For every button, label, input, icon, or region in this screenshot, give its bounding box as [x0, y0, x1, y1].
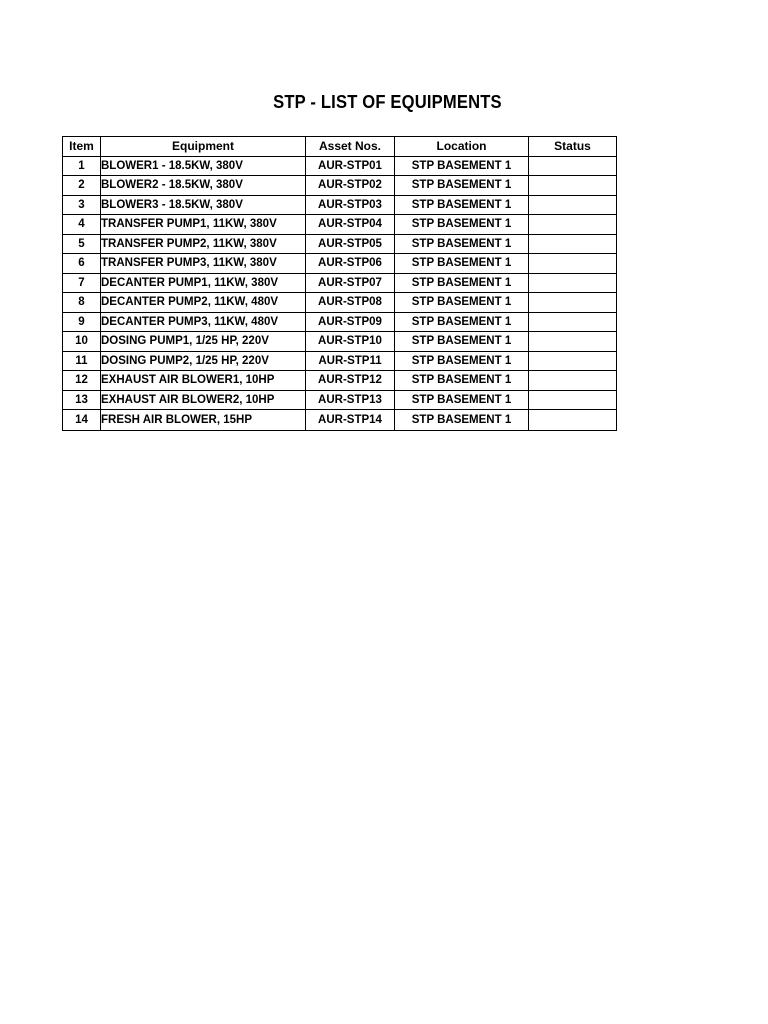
table-row — [63, 390, 617, 410]
cell-location: STP BASEMENT 1 — [395, 234, 529, 254]
table-header-row — [63, 137, 617, 157]
cell-item: 11 — [63, 351, 101, 371]
cell-asset: AUR-STP03 — [306, 195, 395, 215]
cell-asset: AUR-STP14 — [306, 410, 395, 431]
page-title: STP - LIST OF EQUIPMENTS — [273, 92, 502, 112]
cell-location: STP BASEMENT 1 — [395, 156, 529, 176]
table-row — [63, 273, 617, 293]
table-row — [63, 176, 617, 196]
cell-status — [529, 234, 617, 254]
cell-asset: AUR-STP07 — [306, 273, 395, 293]
cell-equipment: EXHAUST AIR BLOWER1, 10HP — [101, 371, 306, 391]
cell-item: 14 — [63, 410, 101, 431]
cell-equipment: DOSING PUMP2, 1/25 HP, 220V — [101, 351, 306, 371]
cell-asset: AUR-STP05 — [306, 234, 395, 254]
cell-location: STP BASEMENT 1 — [395, 293, 529, 313]
cell-location: STP BASEMENT 1 — [395, 254, 529, 274]
table-row — [63, 312, 617, 332]
column-header-equipment: Equipment — [101, 137, 306, 157]
cell-asset: AUR-STP13 — [306, 390, 395, 410]
cell-location: STP BASEMENT 1 — [395, 410, 529, 431]
cell-asset: AUR-STP10 — [306, 332, 395, 352]
cell-equipment: DECANTER PUMP2, 11KW, 480V — [101, 293, 306, 313]
table-row — [63, 156, 617, 176]
cell-asset: AUR-STP04 — [306, 215, 395, 235]
cell-status — [529, 390, 617, 410]
cell-status — [529, 195, 617, 215]
cell-item: 2 — [63, 176, 101, 196]
cell-status — [529, 215, 617, 235]
cell-asset: AUR-STP08 — [306, 293, 395, 313]
cell-equipment: DECANTER PUMP1, 11KW, 380V — [101, 273, 306, 293]
table-row — [63, 351, 617, 371]
cell-location: STP BASEMENT 1 — [395, 176, 529, 196]
cell-item: 9 — [63, 312, 101, 332]
cell-location: STP BASEMENT 1 — [395, 312, 529, 332]
column-header-asset: Asset Nos. — [306, 137, 395, 157]
table-row — [63, 293, 617, 313]
column-header-location: Location — [395, 137, 529, 157]
cell-location: STP BASEMENT 1 — [395, 332, 529, 352]
cell-location: STP BASEMENT 1 — [395, 195, 529, 215]
cell-item: 3 — [63, 195, 101, 215]
cell-item: 7 — [63, 273, 101, 293]
equipment-table — [62, 136, 617, 431]
cell-location: STP BASEMENT 1 — [395, 273, 529, 293]
cell-equipment: BLOWER1 - 18.5KW, 380V — [101, 156, 306, 176]
cell-asset: AUR-STP01 — [306, 156, 395, 176]
cell-location: STP BASEMENT 1 — [395, 371, 529, 391]
cell-status — [529, 254, 617, 274]
cell-equipment: BLOWER2 - 18.5KW, 380V — [101, 176, 306, 196]
cell-item: 13 — [63, 390, 101, 410]
cell-status — [529, 312, 617, 332]
cell-item: 5 — [63, 234, 101, 254]
table-row — [63, 215, 617, 235]
cell-equipment: TRANSFER PUMP3, 11KW, 380V — [101, 254, 306, 274]
table-row — [63, 234, 617, 254]
table-row — [63, 410, 617, 431]
cell-item: 8 — [63, 293, 101, 313]
table-row — [63, 195, 617, 215]
cell-equipment: TRANSFER PUMP2, 11KW, 380V — [101, 234, 306, 254]
cell-equipment: DECANTER PUMP3, 11KW, 480V — [101, 312, 306, 332]
cell-item: 12 — [63, 371, 101, 391]
cell-status — [529, 410, 617, 431]
cell-asset: AUR-STP12 — [306, 371, 395, 391]
cell-status — [529, 293, 617, 313]
table-row — [63, 332, 617, 352]
cell-equipment: FRESH AIR BLOWER, 15HP — [101, 410, 306, 431]
column-header-status: Status — [529, 137, 617, 157]
cell-location: STP BASEMENT 1 — [395, 351, 529, 371]
cell-equipment: TRANSFER PUMP1, 11KW, 380V — [101, 215, 306, 235]
cell-status — [529, 273, 617, 293]
cell-status — [529, 371, 617, 391]
cell-location: STP BASEMENT 1 — [395, 390, 529, 410]
cell-equipment: BLOWER3 - 18.5KW, 380V — [101, 195, 306, 215]
cell-status — [529, 176, 617, 196]
cell-item: 6 — [63, 254, 101, 274]
column-header-item: Item — [63, 137, 101, 157]
cell-asset: AUR-STP09 — [306, 312, 395, 332]
cell-item: 10 — [63, 332, 101, 352]
cell-location: STP BASEMENT 1 — [395, 215, 529, 235]
cell-status — [529, 351, 617, 371]
cell-asset: AUR-STP11 — [306, 351, 395, 371]
cell-asset: AUR-STP06 — [306, 254, 395, 274]
table-row — [63, 254, 617, 274]
cell-item: 1 — [63, 156, 101, 176]
cell-equipment: DOSING PUMP1, 1/25 HP, 220V — [101, 332, 306, 352]
cell-item: 4 — [63, 215, 101, 235]
cell-status — [529, 156, 617, 176]
cell-asset: AUR-STP02 — [306, 176, 395, 196]
table-row — [63, 371, 617, 391]
cell-status — [529, 332, 617, 352]
cell-equipment: EXHAUST AIR BLOWER2, 10HP — [101, 390, 306, 410]
